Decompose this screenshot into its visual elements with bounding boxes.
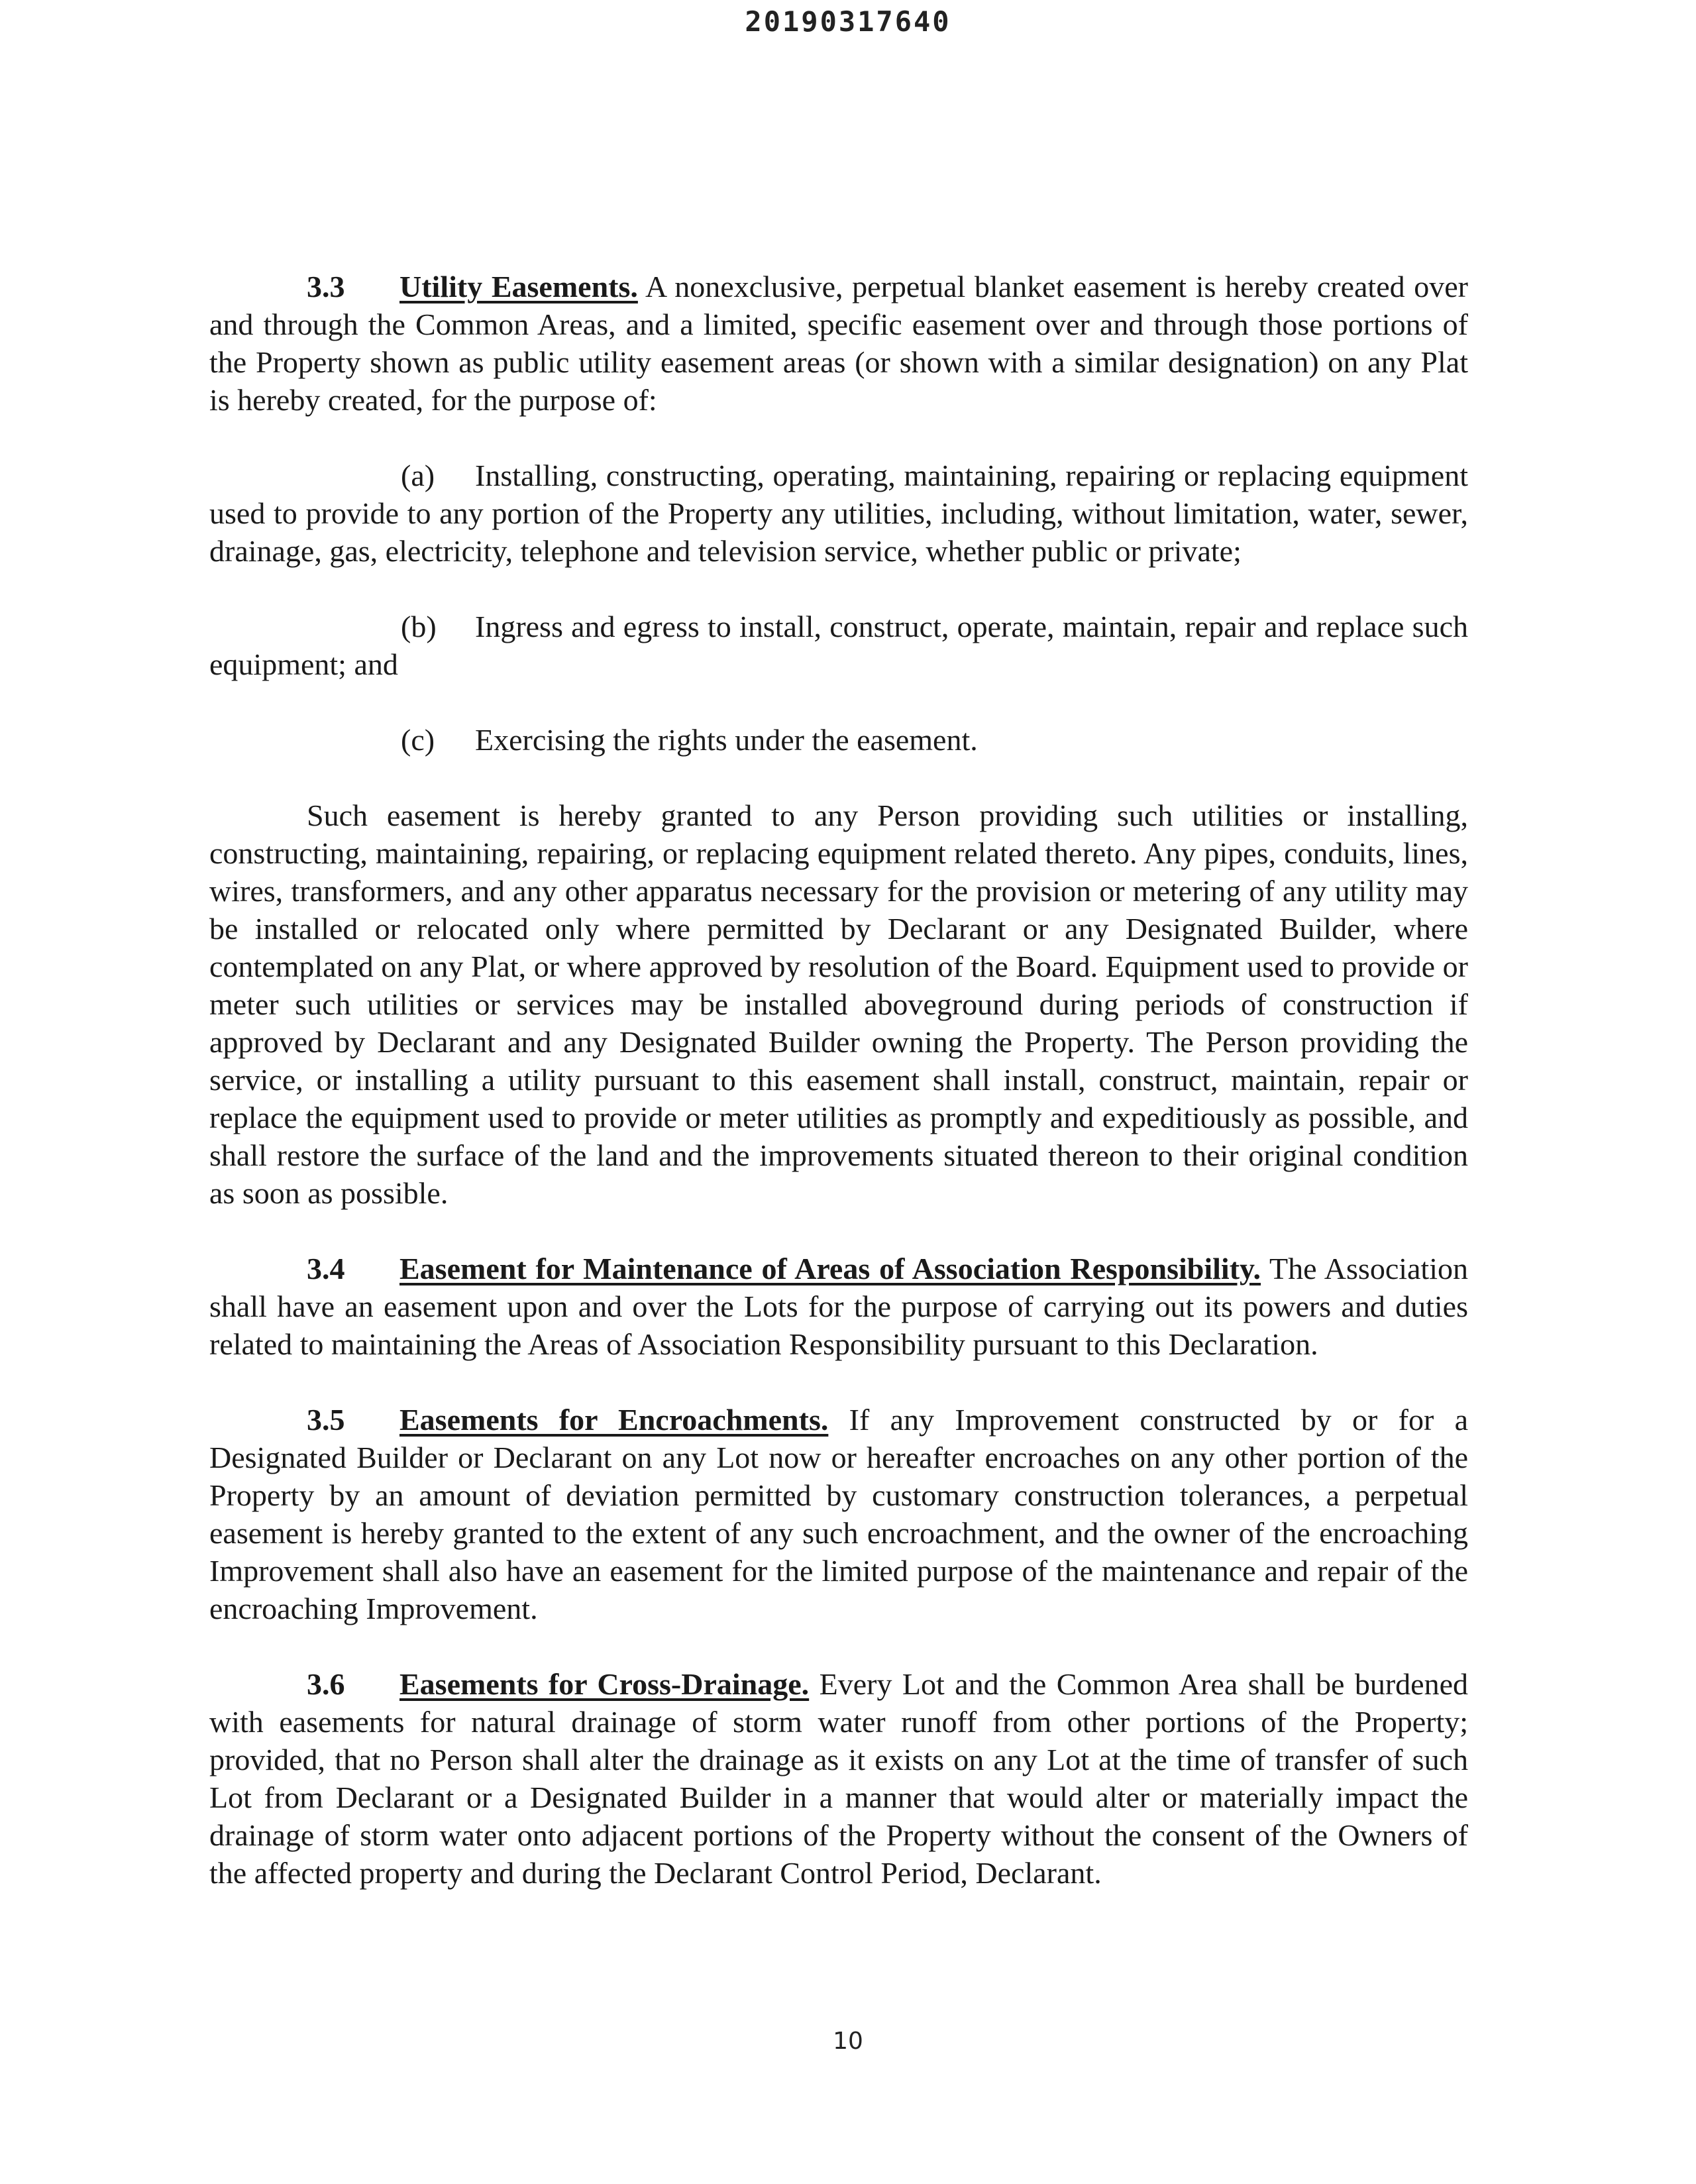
section-text: A nonexclusive, perpetual blanket easement is hereby created over and through the Common Areas, and a limited, specific easement over and through those portions of the Property shown as public utility easement areas (or shown with a similar designation) on any Plat is hereby created, for the purpose of: (209, 270, 1468, 417)
section-title: Utility Easements. (399, 270, 638, 303)
section-number: 3.3 (307, 270, 345, 303)
list-item-text: Ingress and egress to install, construct, operate, maintain, repair and replace such equipment; and (209, 610, 1468, 681)
section-number: 3.6 (307, 1667, 345, 1701)
section-text: If any Improvement constructed by or for a Designated Builder or Declarant on any Lot now or hereafter encroaches on any other portion of the Property by an amount of deviation permitted by customary construction tolerances, a perpetual easement is hereby granted to the extent of any such encroachment, and the owner of the encroaching Improvement shall also have an easement for the limited purpose of the maintenance and repair of the encroaching Improvement. (209, 1403, 1468, 1625)
list-item-label: (b) (401, 610, 437, 643)
list-item-a (209, 457, 1468, 570)
list-item-text: Installing, constructing, operating, maintaining, repairing or replacing equipment used to provide to any portion of the Property any utilities, including, without limitation, water, sewer, drainage, gas, electricity, telephone and television service, whether public or private; (209, 459, 1468, 568)
section-3-3 (209, 268, 1468, 419)
list-item-b (209, 608, 1468, 683)
section-3-6 (209, 1665, 1468, 1892)
list-item-text: Exercising the rights under the easement. (475, 723, 978, 757)
section-text: The Association shall have an easement upon and over the Lots for the purpose of carrying out its powers and duties related to maintaining the Areas of Association Responsibility pursuant to this Declaration. (209, 1252, 1468, 1361)
list-item-label: (c) (401, 723, 435, 757)
section-number: 3.4 (307, 1252, 345, 1285)
section-3-3-followup: Such easement is hereby granted to any Person providing such utilities or installing, constructing, maintaining, repairing, or replacing equipment related thereto. Any pipes, conduits, lines, wires, transformers, and any other apparatus necessary for the provision or metering of any utility may be installed or relocated only where permitted by Declarant or any Designated Builder, where contemplated on any Plat, or where approved by resolution of the Board. Equipment used to provide or meter such utilities or services may be installed aboveground during periods of construction if approved by Declarant and any Designated Builder owning the Property. The Person providing the service, or installing a utility pursuant to this easement shall install, construct, maintain, repair or replace the equipment used to provide or meter utilities as promptly and expeditiously as possible, and shall restore the surface of the land and the improvements situated thereon to their original condition as soon as possible. (209, 798, 1468, 1210)
section-text: Every Lot and the Common Area shall be burdened with easements for natural drainage of storm water runoff from other portions of the Property; provided, that no Person shall alter the drainage as it exists on any Lot at the time of transfer of such Lot from Declarant or a Designated Builder in a manner that would alter or materially impact the drainage of storm water onto adjacent portions of the Property without the consent of the Owners of the affected property and during the Declarant Control Period, Declarant. (209, 1667, 1468, 1890)
section-title: Easements for Cross-Drainage. (399, 1667, 810, 1701)
list-item-c (209, 721, 1468, 759)
section-title: Easements for Encroachments. (399, 1403, 829, 1437)
section-3-5 (209, 1401, 1468, 1627)
section-title: Easement for Maintenance of Areas of Association Responsibility. (399, 1252, 1261, 1285)
section-3-4 (209, 1250, 1468, 1363)
page-number: 10 (833, 2028, 863, 2055)
document-body (209, 268, 1468, 1930)
section-number: 3.5 (307, 1403, 345, 1437)
document-number: 20190317640 (745, 5, 951, 38)
list-item-label: (a) (401, 459, 435, 492)
